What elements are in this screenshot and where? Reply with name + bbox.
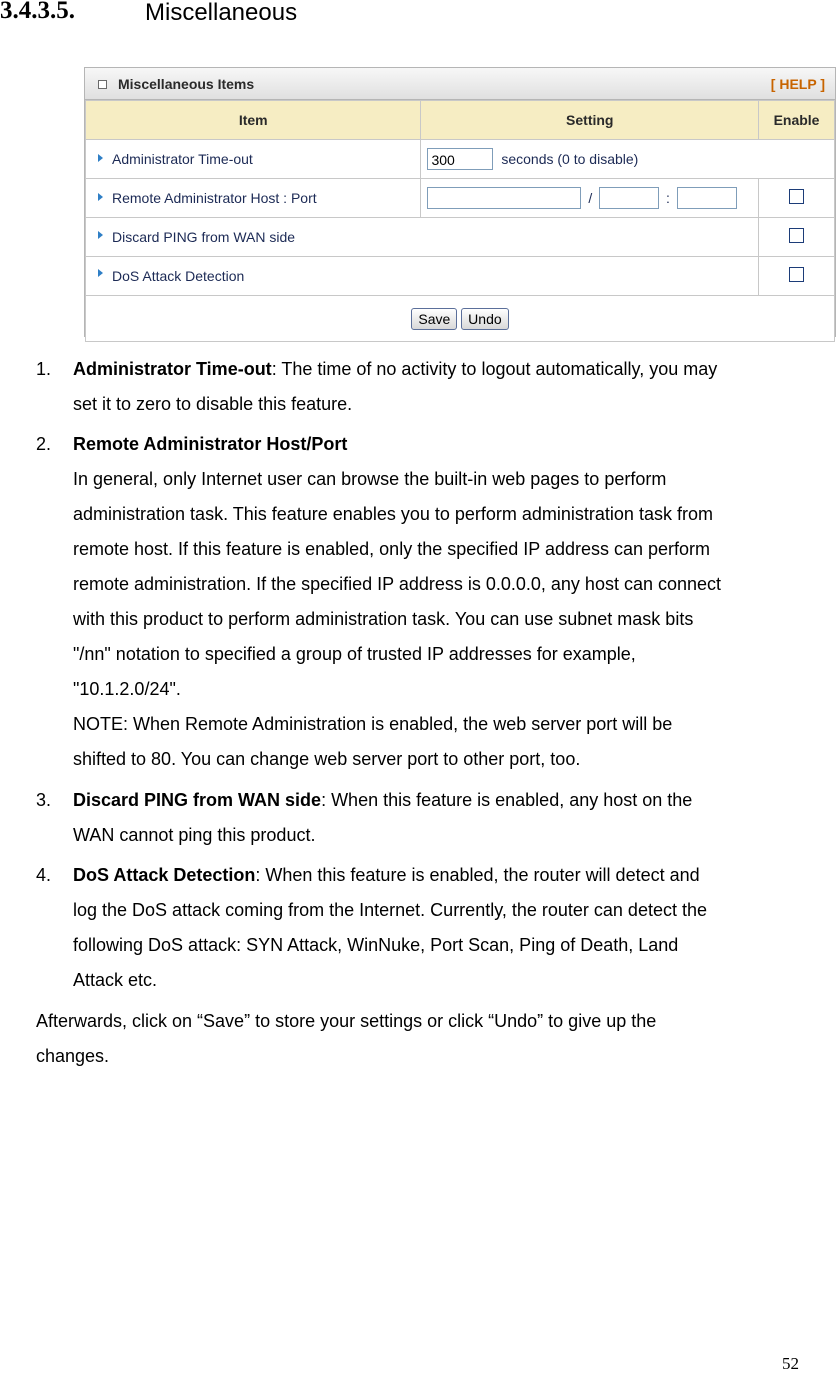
item-text: In general, only Internet user can browse the built-in web pages to perform: [73, 469, 667, 489]
item-text: administration task. This feature enables you to perform administration task from: [73, 504, 713, 524]
table-row: [86, 179, 835, 218]
section-number: 3.4.3.5.: [0, 0, 75, 24]
list-number: 3.: [36, 790, 52, 810]
item-text: "10.1.2.0/24".: [73, 679, 181, 699]
item-title: Discard PING from WAN side: [73, 790, 322, 810]
enable-cell: [759, 179, 835, 218]
slash-separator: /: [588, 190, 593, 206]
page-number: 52: [782, 1354, 799, 1373]
ping-enable-checkbox[interactable]: [789, 228, 804, 243]
square-icon: [98, 80, 107, 89]
arrow-right-icon: [98, 269, 103, 277]
item-text: set it to zero to disable this feature.: [73, 394, 353, 414]
settings-table: [85, 100, 835, 342]
remote-port-input[interactable]: [677, 187, 737, 209]
table-row: [86, 257, 835, 296]
item-label: Administrator Time-out: [112, 151, 253, 167]
remote-host-input[interactable]: [427, 187, 581, 209]
item-text: "/nn" notation to specified a group of trusted IP addresses for example,: [73, 644, 636, 664]
item-text: remote administration. If the specified IP address is 0.0.0.0, any host can connect: [73, 574, 722, 594]
enable-cell: [759, 218, 835, 257]
item-text: : The time of no activity to logout automatically, you may: [271, 359, 718, 379]
afterwards-text: changes.: [36, 1046, 110, 1066]
item-cell: [86, 140, 421, 179]
timeout-input[interactable]: 300: [427, 148, 493, 170]
arrow-right-icon: [98, 231, 103, 239]
arrow-right-icon: [98, 193, 103, 201]
column-header-item: Item: [86, 101, 421, 140]
item-text: shifted to 80. You can change web server port to other port, too.: [73, 749, 581, 769]
timeout-suffix: seconds (0 to disable): [501, 151, 639, 167]
misc-items-panel: [84, 67, 836, 337]
item-cell: [86, 179, 421, 218]
item-title: DoS Attack Detection: [73, 865, 256, 885]
item-text: : When this feature is enabled, any host on the: [321, 790, 693, 810]
item-text: : When this feature is enabled, the router will detect and: [255, 865, 700, 885]
list-item-1: [73, 352, 717, 387]
setting-cell: [421, 140, 835, 179]
list-number: 4.: [36, 865, 52, 885]
enable-cell: [759, 257, 835, 296]
panel-title-bar: [85, 68, 835, 100]
item-cell: [86, 257, 759, 296]
item-text: WAN cannot ping this product.: [73, 825, 316, 845]
remote-enable-checkbox[interactable]: [789, 189, 804, 204]
item-text: log the DoS attack coming from the Internet. Currently, the router can detect the: [73, 900, 707, 920]
panel-title: Miscellaneous Items: [118, 76, 255, 92]
list-number: 2.: [36, 434, 52, 454]
remote-mask-input[interactable]: [599, 187, 659, 209]
item-text: NOTE: When Remote Administration is enabled, the web server port will be: [73, 714, 673, 734]
item-text: following DoS attack: SYN Attack, WinNuke, Port Scan, Ping of Death, Land: [73, 935, 679, 955]
table-row: [86, 218, 835, 257]
dos-enable-checkbox[interactable]: [789, 267, 804, 282]
save-button[interactable]: Save: [411, 308, 457, 330]
column-header-setting: Setting: [421, 101, 759, 140]
setting-cell: [421, 179, 759, 218]
arrow-right-icon: [98, 154, 103, 162]
item-text: Attack etc.: [73, 970, 158, 990]
item-title: Administrator Time-out: [73, 359, 272, 379]
section-title: Miscellaneous: [145, 0, 298, 26]
button-row: [86, 296, 835, 342]
item-label: Discard PING from WAN side: [112, 229, 296, 245]
list-item-4: [73, 858, 700, 893]
table-row: [86, 140, 835, 179]
table-header-row: [86, 101, 835, 140]
item-text: remote host. If this feature is enabled, only the specified IP address can perform: [73, 539, 711, 559]
column-header-enable: Enable: [759, 101, 835, 140]
afterwards-text: Afterwards, click on “Save” to store your settings or click “Undo” to give up the: [36, 1011, 657, 1031]
undo-button[interactable]: Undo: [461, 308, 508, 330]
item-text: with this product to perform administration task. You can use subnet mask bits: [73, 609, 694, 629]
button-cell: [86, 296, 835, 342]
item-title: Remote Administrator Host/Port: [73, 434, 348, 454]
list-item-3: [73, 783, 692, 818]
item-cell: [86, 218, 759, 257]
list-number: 1.: [36, 359, 52, 379]
item-label: Remote Administrator Host : Port: [112, 190, 317, 206]
item-label: DoS Attack Detection: [112, 268, 245, 284]
colon-separator: :: [666, 190, 670, 206]
help-link[interactable]: [ HELP ]: [770, 76, 825, 92]
